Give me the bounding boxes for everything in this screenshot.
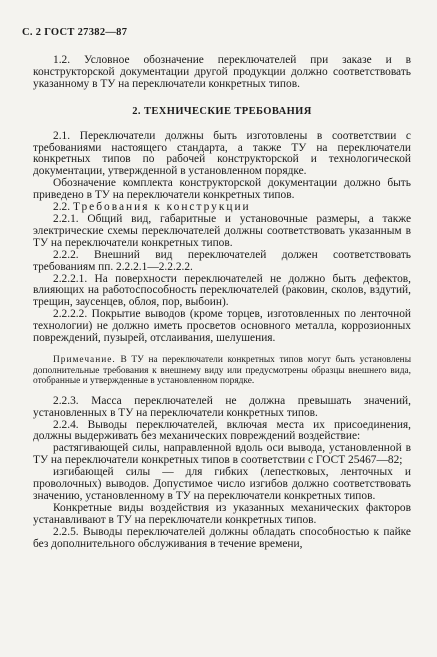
paragraph-2-1-designation: Обозначение комплекта конструкторской документации должно быть приведено в ТУ на переключатели конкретных типов. [33,177,411,202]
paragraph-1-2: 1.2. Условное обозначение переключателей при заказе и в конструкторской документации другой продукции должно соответствовать указанному в ТУ на переключатели конкретных типов. [33,54,411,90]
paragraph-2-2-4: 2.2.4. Выводы переключателей, включая места их присоединения, должны выдерживать без механических повреждений воздействие: [33,418,411,443]
page-header: С. 2 ГОСТ 27382—87 [22,27,128,38]
paragraph-2-2-4-factors: Конкретные виды воздействия из указанных механических факторов устанавливают в ТУ на переключатели конкретных типов. [33,501,411,526]
paragraph-2-2-5: 2.2.5. Выводы переключателей должны обладать способностью к пайке без дополнительного обслуживания в течение времени, [33,525,411,550]
paragraph-2-2-1: 2.2.1. Общий вид, габаритные и установочные размеры, а также электрические схемы переключателей должны соответствовать указанным в ТУ на переключатели конкретных типов. [33,212,411,249]
document-body [33,55,411,551]
note [33,355,411,387]
paragraph-2-2-2-1: 2.2.2.1. На поверхности переключателей не должно быть дефектов, влияющих на работоспособность переключателей (раковин, сколов, вздутий, трещин, заусенцев, облоя, пор, выбоин). [33,272,411,309]
paragraph-2-2-4-bending: изгибающей силы — для гибких (лепестковых, ленточных и проволочных) выводов. Допустимое число изгибов должно соответствовать значению, установленному в ТУ на переключатели конкретных типов. [33,466,411,502]
note-label: Примечание. [53,354,116,365]
paragraph-2-2-4-tensile: растягивающей силы, направленной вдоль оси вывода, установленной в ТУ на переключатели конкретных типов в соответствии с ГОСТ 25467—82; [33,442,411,467]
paragraph-2-2-number: 2.2. [53,201,71,214]
note-text: В ТУ на переключатели конкретных типов могут быть установлены дополнительные требования к внешнему виду или предусмотрены образцы внешнего вида, отобранные и утвержденные в установленном порядке. [33,354,412,387]
paragraph-2-2-title: Требования к конструкции [72,201,251,214]
section-title: 2. ТЕХНИЧЕСКИЕ ТРЕБОВАНИЯ [132,105,312,117]
paragraph-2-2-3: 2.2.3. Масса переключателей не должна превышать значений, установленных в ТУ на переключатели конкретных типов. [33,394,411,419]
paragraph-2-2-2-2: 2.2.2.2. Покрытие выводов (кроме торцев, изготовленных по ленточной технологии) не должно иметь просветов основного металла, коррозионных повреждений, пузырей, отслаивания, шелушения. [33,308,411,345]
paragraph-2-2-2: 2.2.2. Внешний вид переключателей должен соответствовать требованиям пп. 2.2.2.1—2.2.2.2. [33,248,411,273]
paragraph-2-1: 2.1. Переключатели должны быть изготовлены в соответствии с требованиями настоящего стандарта, а также ТУ на переключатели конкретных типов по рабочей конструкторской и технологической документации, утвержденной в установленном порядке. [33,129,411,178]
